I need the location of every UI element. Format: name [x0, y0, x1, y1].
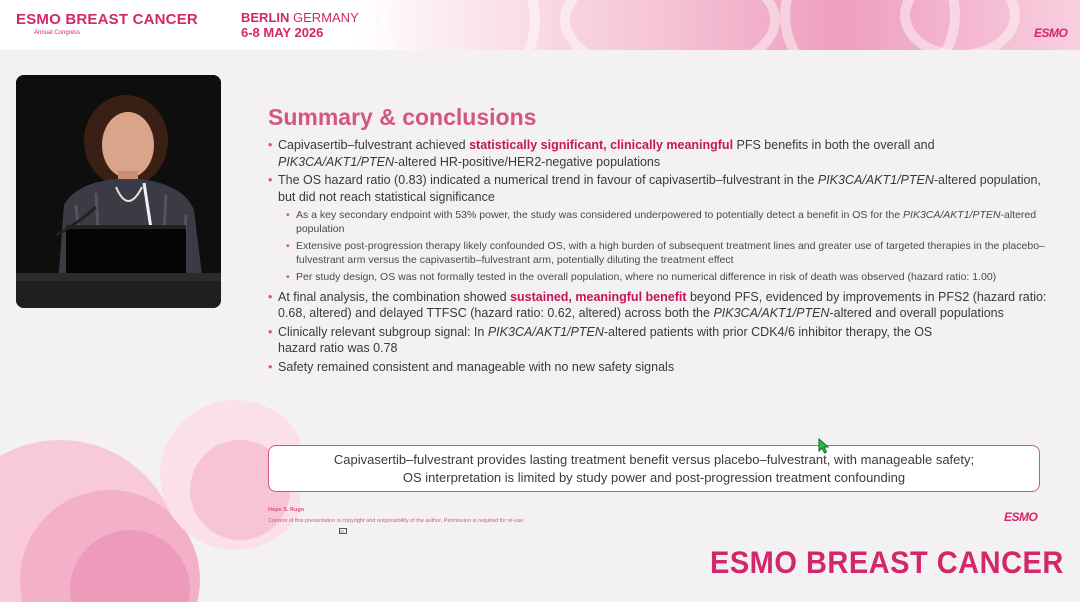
slide-title: Summary & conclusions — [268, 104, 537, 130]
sub-bullet-item: • Per study design, OS was not formally tested in the overall population, where no numerical difference in risk of death was observed (hazard ratio: 1.00) — [286, 271, 1048, 285]
congress-subtitle: Annual Congress — [34, 30, 81, 36]
bullet-item: • Clinically relevant subgroup signal: In PIK3CA/AKT1/PTEN-altered patients with prior CDK4/6 inhibitor therapy, the OS hazard ratio was 0.78 — [268, 324, 958, 357]
bullet-item: • At final analysis, the combination showed sustained, meaningful benefit beyond PFS, evidenced by improvements in PFS2 (hazard ratio: 0.68, altered) and delayed TTFSC (hazard ratio: 0.62, altered) across both the PIK3CA/AKT1/PTEN-altered and overall populations — [268, 289, 1048, 322]
closed-caption-icon[interactable] — [339, 528, 347, 536]
conclusion-line: OS interpretation is limited by study power and post-progression treatment confounding — [402, 470, 906, 485]
footer-brand: ESMO BREAST CANCER — [710, 545, 1064, 581]
author-name: Hope S. Rugo — [268, 507, 305, 513]
bullet-item: • Safety remained consistent and manageable with no new safety signals — [268, 359, 1048, 376]
speaker-figure — [16, 75, 221, 308]
congress-banner — [0, 0, 1080, 50]
copyright-notice: Content of this presentation is copyright and responsibility of the author. Permission is required for re-use. — [268, 518, 525, 524]
sub-bullet-item: • Extensive post-progression therapy likely confounded OS, with a high burden of subsequent treatment lines and greater use of targeted therapies in the placebo–fulvestrant arm versus the capivasertib–fulvestrant arm, potentially diluting the treatment effect — [286, 240, 1048, 267]
svg-text:cc: cc — [340, 529, 344, 534]
bullet-item: • The OS hazard ratio (0.83) indicated a numerical trend in favour of capivasertib–fulvestrant in the PIK3CA/AKT1/PTEN-altered population, but did not reach statistical significance — [268, 172, 1048, 205]
mouse-cursor-icon — [818, 438, 830, 459]
esmo-logo: ESMO — [1034, 26, 1068, 40]
congress-brand: ESMO BREAST CANCER — [16, 11, 198, 28]
conclusion-line: Capivasertib–fulvestrant provides lasting treatment benefit versus placebo–fulvestrant, with manageable safety; — [333, 452, 975, 467]
congress-location: BERLIN GERMANY 6-8 MAY 2026 — [241, 10, 359, 40]
conclusion-box — [268, 445, 1040, 492]
footer-esmo-logo: ESMO — [1004, 510, 1038, 524]
bullet-item: • Capivasertib–fulvestrant achieved statistically significant, clinically meaningful PFS benefits in both the overall and PIK3CA/AKT1/PTEN-altered HR-positive/HER2-negative populations — [268, 137, 1048, 170]
bullet-list — [268, 137, 1048, 377]
decorative-circles — [0, 380, 300, 602]
sub-bullet-item: • As a key secondary endpoint with 53% power, the study was considered underpowered to potentially detect a benefit in OS for the PIK3CA/AKT1/PTEN-altered population — [286, 209, 1048, 236]
speaker-video — [16, 75, 221, 308]
